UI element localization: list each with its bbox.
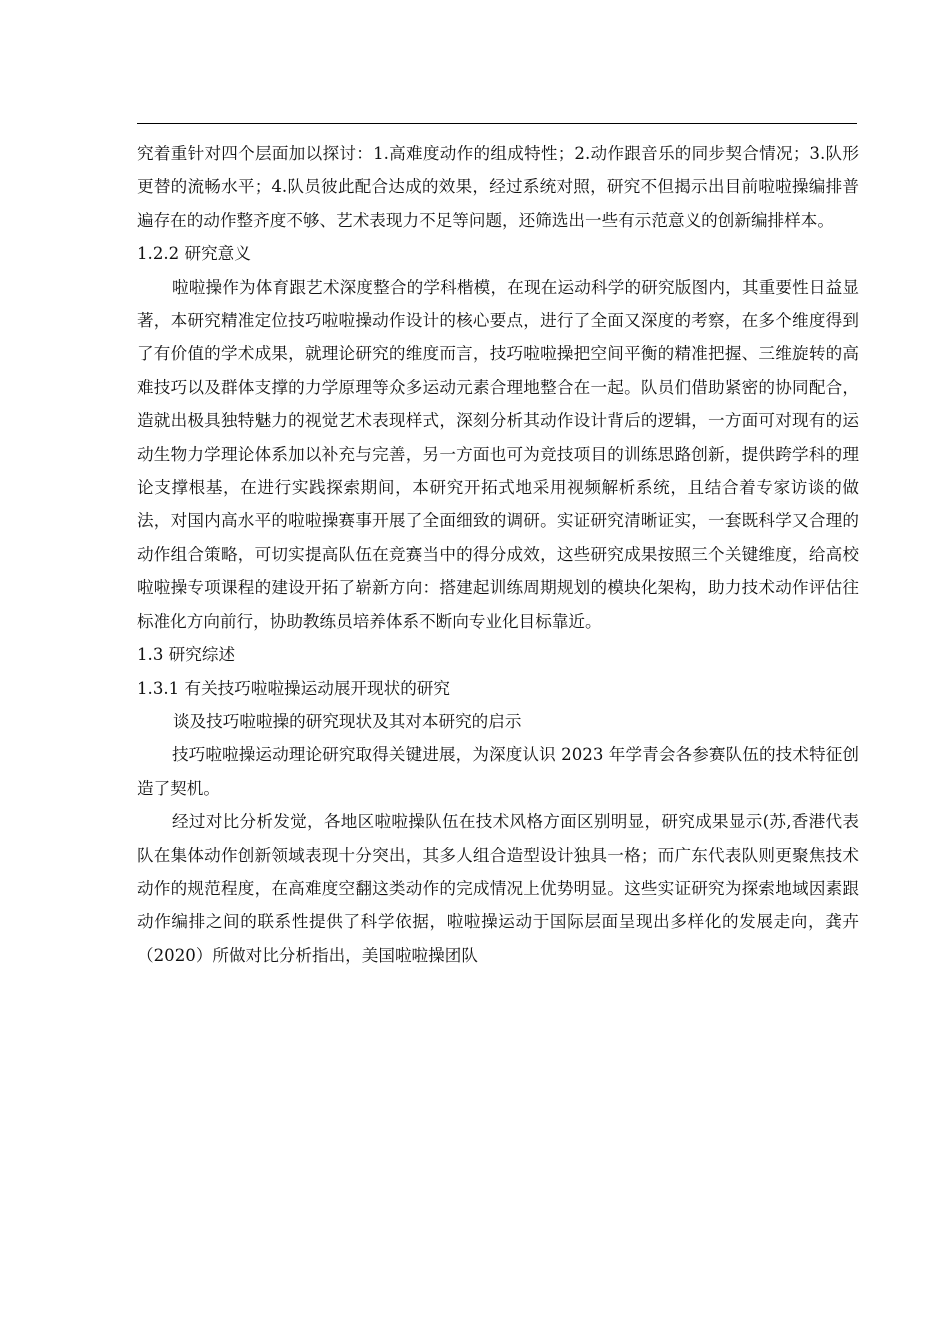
body-paragraph-progress: 技巧啦啦操运动理论研究取得关键进展，为深度认识 2023 年学青会各参赛队伍的技术特征创造了契机。 xyxy=(137,745,859,798)
header-rule xyxy=(137,123,857,124)
body-paragraph-continued: 究着重针对四个层面加以探讨：1.高难度动作的组成特性；2.动作跟音乐的同步契合情况；3.队形更替的流畅水平；4.队员彼此配合达成的效果，经过系统对照，研究不但揭示出目前啦啦操编排普遍存在的动作整齐度不够、艺术表现力不足等问题，还筛选出一些有示范意义的创新编排样本。 xyxy=(137,144,859,230)
document-body xyxy=(137,137,859,972)
body-paragraph-significance: 啦啦操作为体育跟艺术深度整合的学科楷模，在现在运动科学的研究版图内，其重要性日益显著，本研究精准定位技巧啦啦操动作设计的核心要点，进行了全面又深度的考察，在多个维度得到了有价值的学术成果，就理论研究的维度而言，技巧啦啦操把空间平衡的精准把握、三维旋转的高难技巧以及群体支撑的力学原理等众多运动元素合理地整合在一起。队员们借助紧密的协同配合，造就出极具独特魅力的视觉艺术表现样式，深刻分析其动作设计背后的逻辑，一方面可对现有的运动生物力学理论体系加以补充与完善，另一方面也可为竞技项目的训练思路创新，提供跨学科的理论支撑根基，在进行实践探索期间，本研究开拓式地采用视频解析系统，且结合着专家访谈的做法，对国内高水平的啦啦操赛事开展了全面细致的调研。实证研究清晰证实，一套既科学又合理的动作组合策略，可切实提高队伍在竞赛当中的得分成效，这些研究成果按照三个关键维度，给高校啦啦操专项课程的建设开拓了崭新方向：搭建起训练周期规划的模块化架构，助力技术动作评估往标准化方向前行，协助教练员培养体系不断向专业化目标靠近。 xyxy=(137,277,859,631)
subheading-research-status: 谈及技巧啦啦操的研究现状及其对本研究的启示 xyxy=(173,711,522,731)
section-heading-1-2-2: 1.2.2 研究意义 xyxy=(137,244,251,264)
body-paragraph-comparison: 经过对比分析发觉，各地区啦啦操队伍在技术风格方面区别明显，研究成果显示(苏,香港代表队在集体动作创新领域表现十分突出，其多人组合造型设计独具一格；而广东代表队则更聚焦技术动作的规范程度，在高难度空翻这类动作的完成情况上优势明显。这些实证研究为探索地域因素跟动作编排之间的联系性提供了科学依据，啦啦操运动于国际层面呈现出多样化的发展走向，龚卉（2020）所做对比分析指出，美国啦啦操团队 xyxy=(137,812,859,965)
section-heading-1-3-1: 1.3.1 有关技巧啦啦操运动展开现状的研究 xyxy=(137,678,450,698)
section-heading-1-3: 1.3 研究综述 xyxy=(137,645,236,665)
